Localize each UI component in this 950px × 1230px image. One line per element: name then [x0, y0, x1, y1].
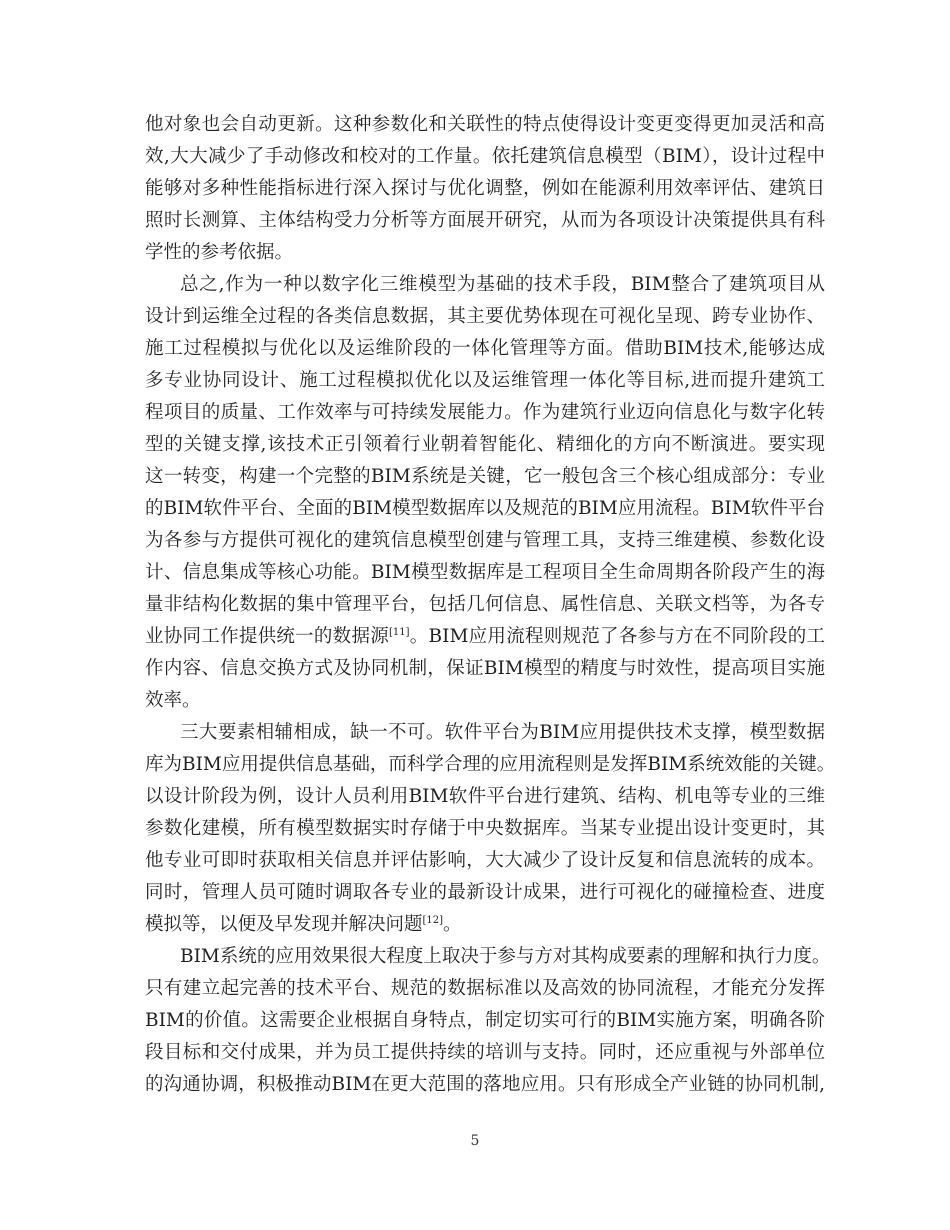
text-line: 三大要素相辅相成，缺一不可。软件平台为BIM应用提供技术支撑，模型数据 — [180, 722, 825, 743]
text-segment: 。 — [443, 914, 462, 935]
text-segment: 业协同工作提供统一的数据源 — [145, 626, 389, 647]
text-line: 这一转变，构建一个完整的BIM系统是关键，它一般包含三个核心组成部分：专业 — [145, 466, 825, 487]
text-line — [145, 909, 825, 941]
text-line: 照时长测算、主体结构受力分析等方面展开研究，从而为各项设计决策提供具有科 — [145, 210, 825, 231]
text-line: 量非结构化数据的集中管理平台，包括几何信息、属性信息、关联文档等，为各专 — [145, 594, 825, 615]
text-line: 多专业协同设计、施工过程模拟优化以及运维管理一体化等目标,进而提升建筑工 — [145, 370, 825, 391]
text-line: 效,大大减少了手动修改和校对的工作量。依托建筑信息模型（BIM），设计过程中 — [145, 146, 825, 167]
text-line: 的沟通协调，积极推动BIM在更大范围的落地应用。只有形成全产业链的协同机制, — [145, 1074, 825, 1095]
text-line: 设计到运维全过程的各类信息数据，其主要优势体现在可视化呈现、跨专业协作、 — [145, 306, 825, 327]
page-number: 5 — [470, 1133, 480, 1149]
text-line: 库为BIM应用提供信息基础，而科学合理的应用流程则是发挥BIM系统效能的关键。 — [145, 754, 836, 775]
citation-marker: [11] — [388, 627, 410, 638]
text-line: BIM系统的应用效果很大程度上取决于参与方对其构成要素的理解和执行力度。 — [180, 946, 831, 967]
text-line: 段目标和交付成果，并为员工提供持续的培训与支持。同时，还应重视与外部单位 — [145, 1042, 825, 1063]
citation-marker: [12] — [422, 915, 444, 926]
text-line: 学性的参考依据。 — [145, 242, 294, 263]
text-line: 只有建立起完善的技术平台、规范的数据标准以及高效的协同流程，才能充分发挥 — [145, 978, 825, 999]
text-line: 为各参与方提供可视化的建筑信息模型创建与管理工具，支持三维建模、参数化设 — [145, 530, 825, 551]
text-line: 计、信息集成等核心功能。BIM模型数据库是工程项目全生命周期各阶段产生的海 — [145, 562, 825, 583]
text-line: 能够对多种性能指标进行深入探讨与优化调整，例如在能源利用效率评估、建筑日 — [145, 178, 825, 199]
text-line: 施工过程模拟与优化以及运维阶段的一体化管理等方面。借助BIM技术,能够达成 — [145, 338, 825, 359]
text-line: 参数化建模，所有模型数据实时存储于中央数据库。当某专业提出设计变更时，其 — [145, 818, 825, 839]
text-line: 他专业可即时获取相关信息并评估影响，大大减少了设计反复和信息流转的成本。 — [145, 850, 825, 871]
text-line: 型的关键支撑,该技术正引领着行业朝着智能化、精细化的方向不断演进。要实现 — [145, 434, 825, 455]
text-segment: 。BIM应用流程则规范了各参与方在不同阶段的工 — [409, 626, 825, 647]
text-line: 程项目的质量、工作效率与可持续发展能力。作为建筑行业迈向信息化与数字化转 — [145, 402, 825, 423]
text-line: 效率。 — [145, 690, 201, 711]
text-line: 以设计阶段为例，设计人员利用BIM软件平台进行建筑、结构、机电等专业的三维 — [145, 786, 825, 807]
text-line: 他对象也会自动更新。这种参数化和关联性的特点使得设计变更变得更加灵活和高 — [145, 114, 825, 135]
text-line: 的BIM软件平台、全面的BIM模型数据库以及规范的BIM应用流程。BIM软件平台 — [145, 498, 825, 519]
text-line: BIM的价值。这需要企业根据自身特点，制定切实可行的BIM实施方案，明确各阶 — [145, 1010, 825, 1031]
text-line: 同时，管理人员可随时调取各专业的最新设计成果，进行可视化的碰撞检查、进度 — [145, 882, 825, 903]
text-line — [145, 621, 825, 653]
text-line: 作内容、信息交换方式及协同机制，保证BIM模型的精度与时效性，提高项目实施 — [145, 658, 825, 679]
text-segment: 模拟等，以便及早发现并解决问题 — [145, 914, 423, 935]
text-line: 总之,作为一种以数字化三维模型为基础的技术手段，BIM整合了建筑项目从 — [180, 274, 825, 295]
